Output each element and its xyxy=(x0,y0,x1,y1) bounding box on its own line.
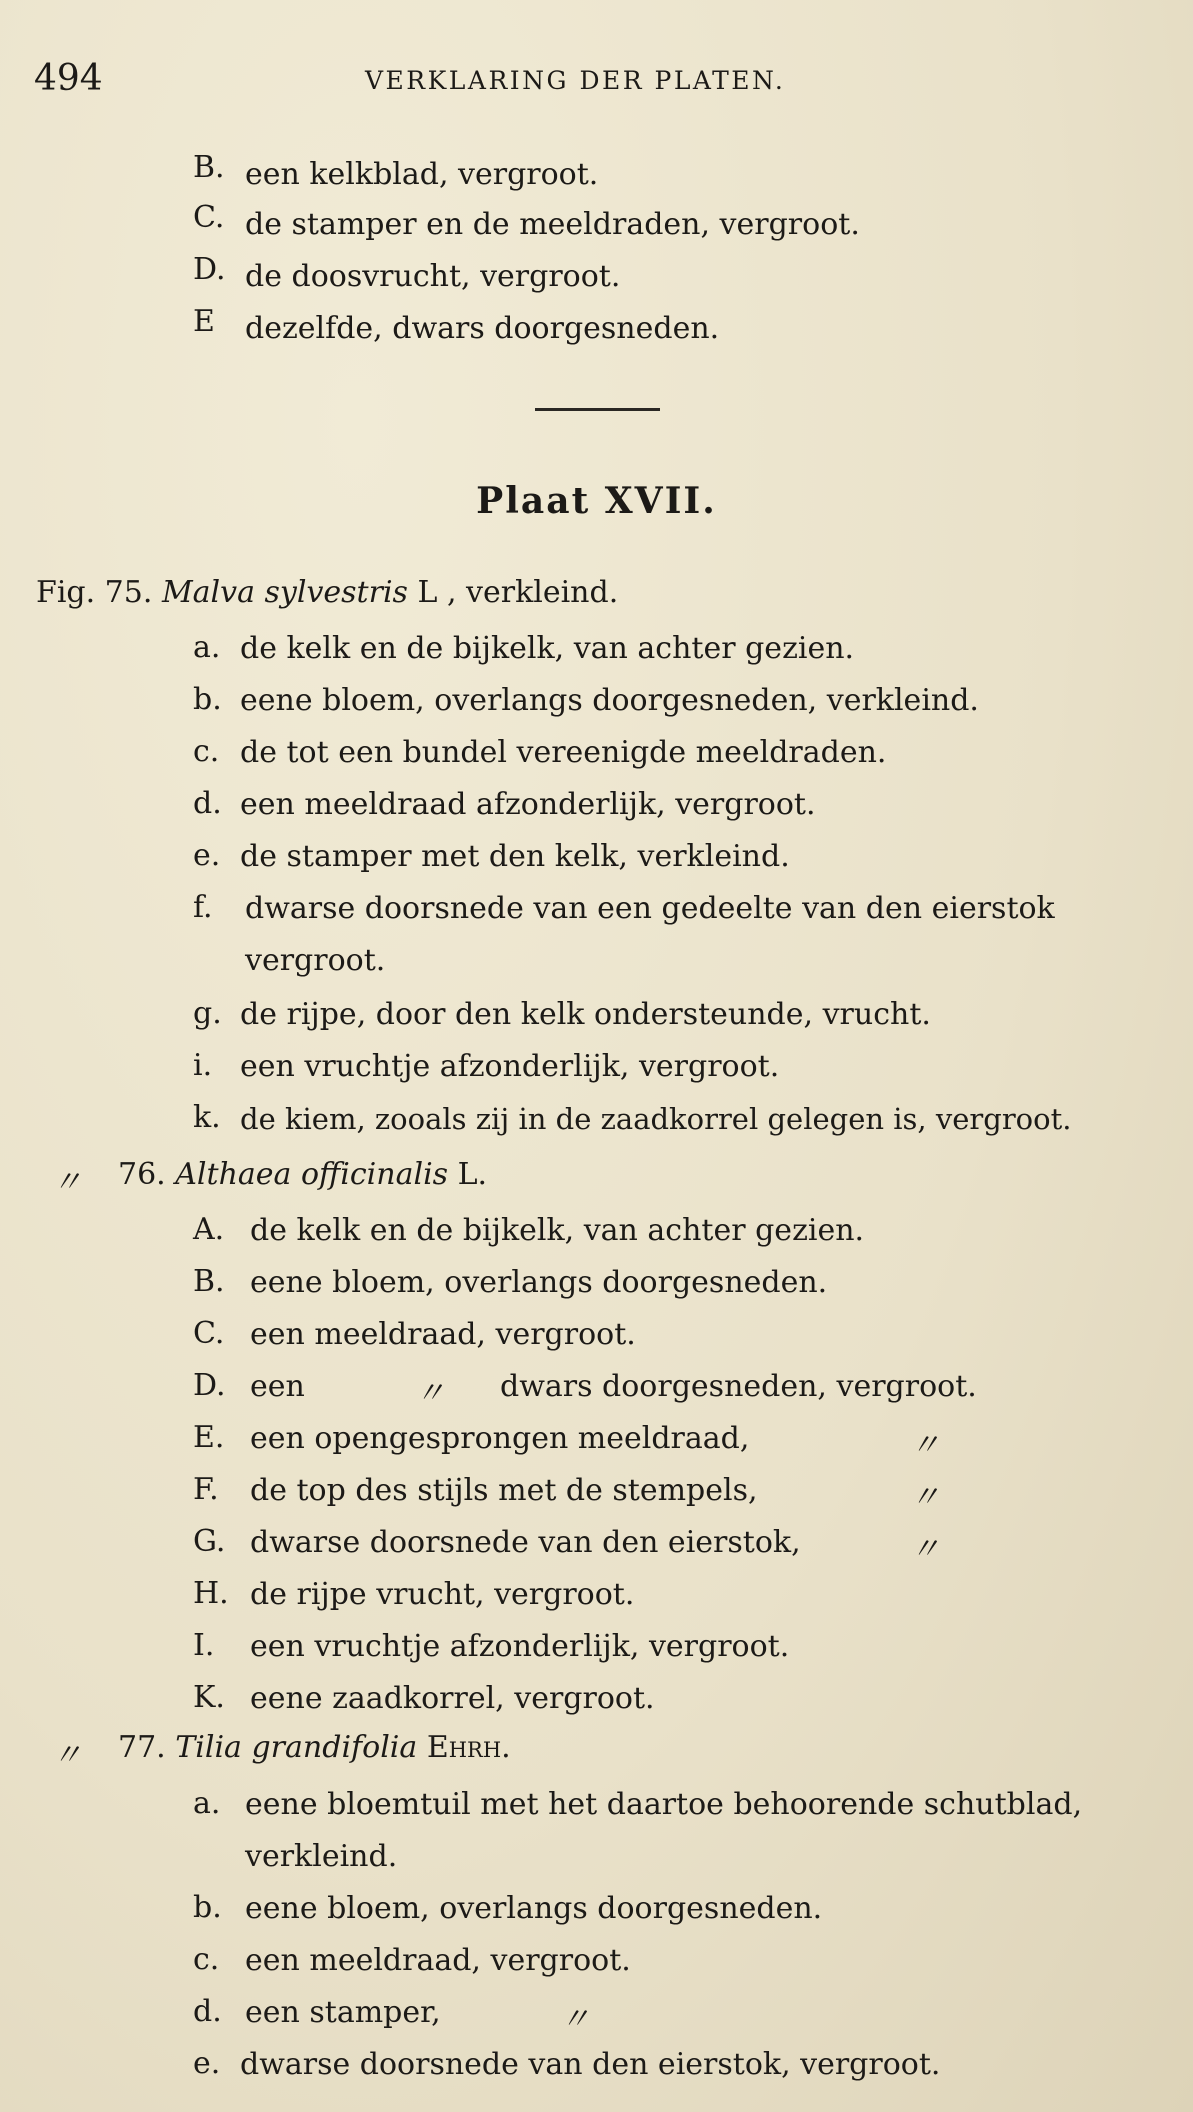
item-text: dwarse doorsnede van een gedeelte van den eierstok xyxy=(245,891,1055,926)
item-text: een meeldraad, vergroot. xyxy=(250,1317,636,1352)
item-letter: e. xyxy=(193,2046,221,2081)
item-letter: a. xyxy=(193,630,221,665)
item-letter: c. xyxy=(193,1942,220,1977)
item-text: vergroot. xyxy=(245,943,386,978)
item-text: een kelkblad, vergroot. xyxy=(245,157,599,192)
item-text: de doosvrucht, vergroot. xyxy=(245,259,621,294)
author-name: Ehrh. xyxy=(426,1730,511,1765)
item-letter: a. xyxy=(193,1786,221,1821)
item-letter: d. xyxy=(193,1994,222,2029)
item-text: een vruchtje afzonderlijk, vergroot. xyxy=(250,1629,790,1664)
ditto-mark: 〃 xyxy=(910,1428,940,1463)
item-text: een xyxy=(250,1369,305,1404)
item-letter: G. xyxy=(193,1524,226,1559)
ditto-mark: 〃 xyxy=(415,1376,445,1411)
figure-heading xyxy=(36,575,618,610)
page-number: 494 xyxy=(34,58,103,99)
item-letter: d. xyxy=(193,786,222,821)
item-text: een stamper, xyxy=(245,1995,441,2030)
figure-note: L. xyxy=(448,1157,488,1192)
species-name: Tilia grandifolia xyxy=(175,1730,418,1765)
item-text: dwarse doorsnede van den eierstok, xyxy=(250,1525,801,1560)
item-text: eene zaadkorrel, vergroot. xyxy=(250,1681,655,1716)
item-text: verkleind. xyxy=(245,1839,398,1874)
item-letter: f. xyxy=(193,890,213,925)
figure-heading xyxy=(118,1157,487,1192)
item-text: de tot een bundel vereenigde meeldraden. xyxy=(240,735,887,770)
figure-number: 76. xyxy=(118,1157,166,1192)
item-text: een vruchtje afzonderlijk, vergroot. xyxy=(240,1049,780,1084)
item-text: eene bloemtuil met het daartoe behoorende schutblad, xyxy=(245,1787,1083,1822)
item-letter: C. xyxy=(193,1316,225,1351)
item-text: dwarse doorsnede van den eierstok, vergroot. xyxy=(240,2047,941,2082)
item-letter: k. xyxy=(193,1100,221,1135)
item-letter: B. xyxy=(193,150,225,185)
ditto-mark: 〃 xyxy=(52,1738,82,1773)
item-text: dezelfde, dwars doorgesneden. xyxy=(245,311,720,346)
item-letter: A. xyxy=(193,1212,225,1247)
item-letter: H. xyxy=(193,1576,229,1611)
item-letter: b. xyxy=(193,682,222,717)
item-text: de stamper met den kelk, verkleind. xyxy=(240,839,790,874)
figure-number: 77. xyxy=(118,1730,166,1765)
item-letter: e. xyxy=(193,838,221,873)
ditto-mark: 〃 xyxy=(910,1480,940,1515)
figure-number: Fig. 75. xyxy=(36,575,153,610)
page-header xyxy=(0,58,1193,108)
item-text: dwars doorgesneden, vergroot. xyxy=(500,1369,977,1404)
ditto-mark: 〃 xyxy=(560,2002,590,2037)
item-text: de rijpe vrucht, vergroot. xyxy=(250,1577,635,1612)
item-letter: F. xyxy=(193,1472,219,1507)
item-letter: b. xyxy=(193,1890,222,1925)
item-letter: g. xyxy=(193,996,222,1031)
item-text: eene bloem, overlangs doorgesneden. xyxy=(250,1265,828,1300)
running-title: VERKLARING DER PLATEN. xyxy=(365,66,786,95)
section-divider xyxy=(535,408,660,411)
item-text: eene bloem, overlangs doorgesneden, verkleind. xyxy=(240,683,979,718)
item-text: een meeldraad afzonderlijk, vergroot. xyxy=(240,787,816,822)
item-text: de rijpe, door den kelk ondersteunde, vrucht. xyxy=(240,997,931,1032)
item-text: de kelk en de bijkelk, van achter gezien. xyxy=(250,1213,865,1248)
figure-heading xyxy=(118,1730,511,1765)
item-letter: D. xyxy=(193,1368,226,1403)
item-text: de top des stijls met de stempels, xyxy=(250,1473,758,1508)
ditto-mark: 〃 xyxy=(910,1532,940,1567)
species-name: Althaea officinalis xyxy=(175,1157,449,1192)
item-text: de stamper en de meeldraden, vergroot. xyxy=(245,207,860,242)
figure-note: L , verkleind. xyxy=(407,575,619,610)
item-letter: E xyxy=(193,304,215,339)
item-letter: D. xyxy=(193,252,226,287)
item-text: een meeldraad, vergroot. xyxy=(245,1943,631,1978)
item-letter: I. xyxy=(193,1628,215,1663)
item-letter: B. xyxy=(193,1264,225,1299)
item-letter: K. xyxy=(193,1680,225,1715)
plate-title: Plaat XVII. xyxy=(476,480,717,522)
item-text: een opengesprongen meeldraad, xyxy=(250,1421,750,1456)
item-text: de kiem, zooals zij in de zaadkorrel gelegen is, vergroot. xyxy=(240,1102,1072,1136)
item-text: de kelk en de bijkelk, van achter gezien. xyxy=(240,631,855,666)
item-letter: C. xyxy=(193,200,225,235)
item-letter: E. xyxy=(193,1420,225,1455)
item-text: eene bloem, overlangs doorgesneden. xyxy=(245,1891,823,1926)
item-letter: c. xyxy=(193,734,220,769)
item-letter: i. xyxy=(193,1048,213,1083)
species-name: Malva sylvestris xyxy=(161,575,408,610)
ditto-mark: 〃 xyxy=(52,1165,82,1200)
